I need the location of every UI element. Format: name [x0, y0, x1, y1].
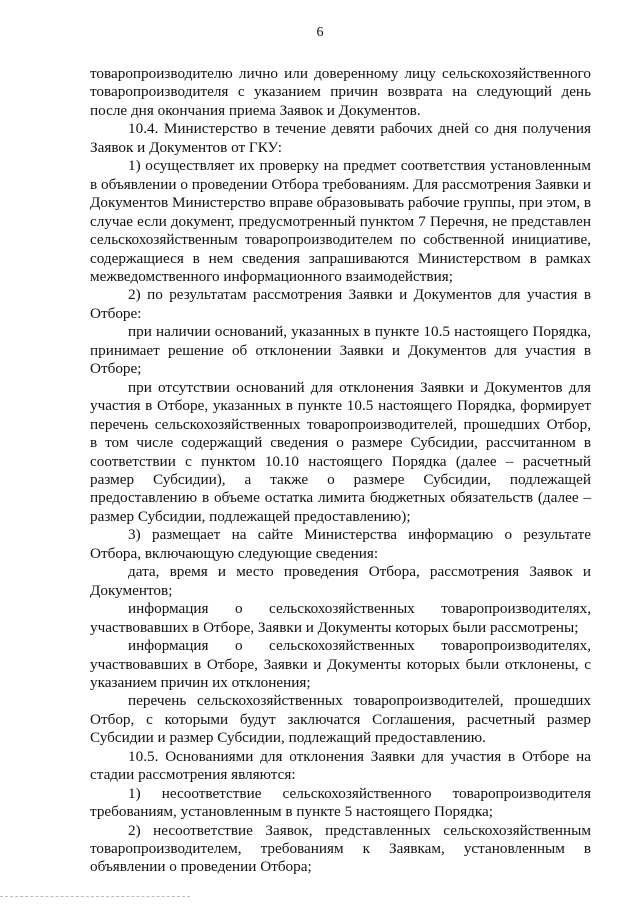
paragraph-10-5-item-2: 2) несоответствие Заявок, представленных сельскохозяйственным товаропроизводителем, требованиям к Заявкам, установленным в объявлении о проведении Отбора; — [90, 821, 591, 876]
document-body — [90, 65, 591, 877]
paragraph-info-rejected: информация о сельскохозяйственных товаропроизводителях, участвовавших в Отборе, Заявки и Документы которых были отклонены, с указанием причин их отклонения; — [90, 637, 591, 691]
paragraph-10-4-item-2: 2) по результатам рассмотрения Заявки и Документов для участия в Отборе: — [90, 286, 591, 322]
paragraph-info-date-place: дата, время и место проведения Отбора, рассмотрения Заявок и Документов; — [90, 563, 591, 599]
page-number: 6 — [316, 25, 324, 40]
paragraph-10-4-item-1: 1) осуществляет их проверку на предмет соответствия установленным в объявлении о проведении Отбора требованиям. Для рассмотрения Заявки и Документов Министерство вправе образовывать рабочие группы, при этом, в случае если документ, предусмотренный пунктом 7 Перечня, не представлен сельскохозяйственным товаропроизводителем по собственной инициативе, содержащиеся в нем сведения запрашиваются Министерством в рамках межведомственного информационного взаимодействия; — [90, 157, 592, 285]
paragraph-10-5: 10.5. Основаниями для отклонения Заявки для участия в Отборе на стадии рассмотрения являются: — [90, 747, 591, 784]
paragraph-return-continuation: товаропроизводителю лично или доверенному лицу сельскохозяйственного товаропроизводителя с указанием причин возврата на следующий день после дня окончания приема Заявок и Документов. — [90, 65, 591, 119]
scan-edge-mark — [0, 896, 190, 897]
paragraph-10-5-item-1: 1) несоответствие сельскохозяйственного товаропроизводителя требованиям, установленным в пункте 5 настоящего Порядка; — [90, 784, 591, 821]
paragraph-info-reviewed: информация о сельскохозяйственных товаропроизводителях, участвовавших в Отборе, Заявки и Документы которых были рассмотрены; — [90, 600, 591, 636]
paragraph-10-4: 10.4. Министерство в течение девяти рабочих дней со дня получения Заявок и Документов от ГКУ: — [90, 120, 591, 156]
paragraph-rejection-decision: при наличии оснований, указанных в пункте 10.5 настоящего Порядка, принимает решение об отклонении Заявки и Документов для участия в Отборе; — [90, 323, 591, 378]
paragraph-10-4-item-3: 3) размещает на сайте Министерства информацию о результате Отбора, включающую следующие сведения: — [90, 526, 591, 562]
paragraph-selection-list: при отсутствии оснований для отклонения Заявки и Документов для участия в Отборе, указанных в пункте 10.5 настоящего Порядка, формирует перечень сельскохозяйственных товаропроизводителей, прошедших Отбор, в том числе содержащий сведения о размере Субсидии, рассчитанном в соответствии с пунктом 10.10 настоящего Порядка (далее – расчетный размер Субсидии), а также о размере Субсидии, подлежащей предоставлению в объеме остатка лимита бюджетных обязательств (далее – размер Субсидии, подлежащей предоставлению); — [90, 378, 591, 525]
paragraph-info-passed-list: перечень сельскохозяйственных товаропроизводителей, прошедших Отбор, с которыми будут заключатся Соглашения, расчетный размер Субсидии и размер Субсидии, подлежащий предоставлению. — [90, 692, 591, 747]
